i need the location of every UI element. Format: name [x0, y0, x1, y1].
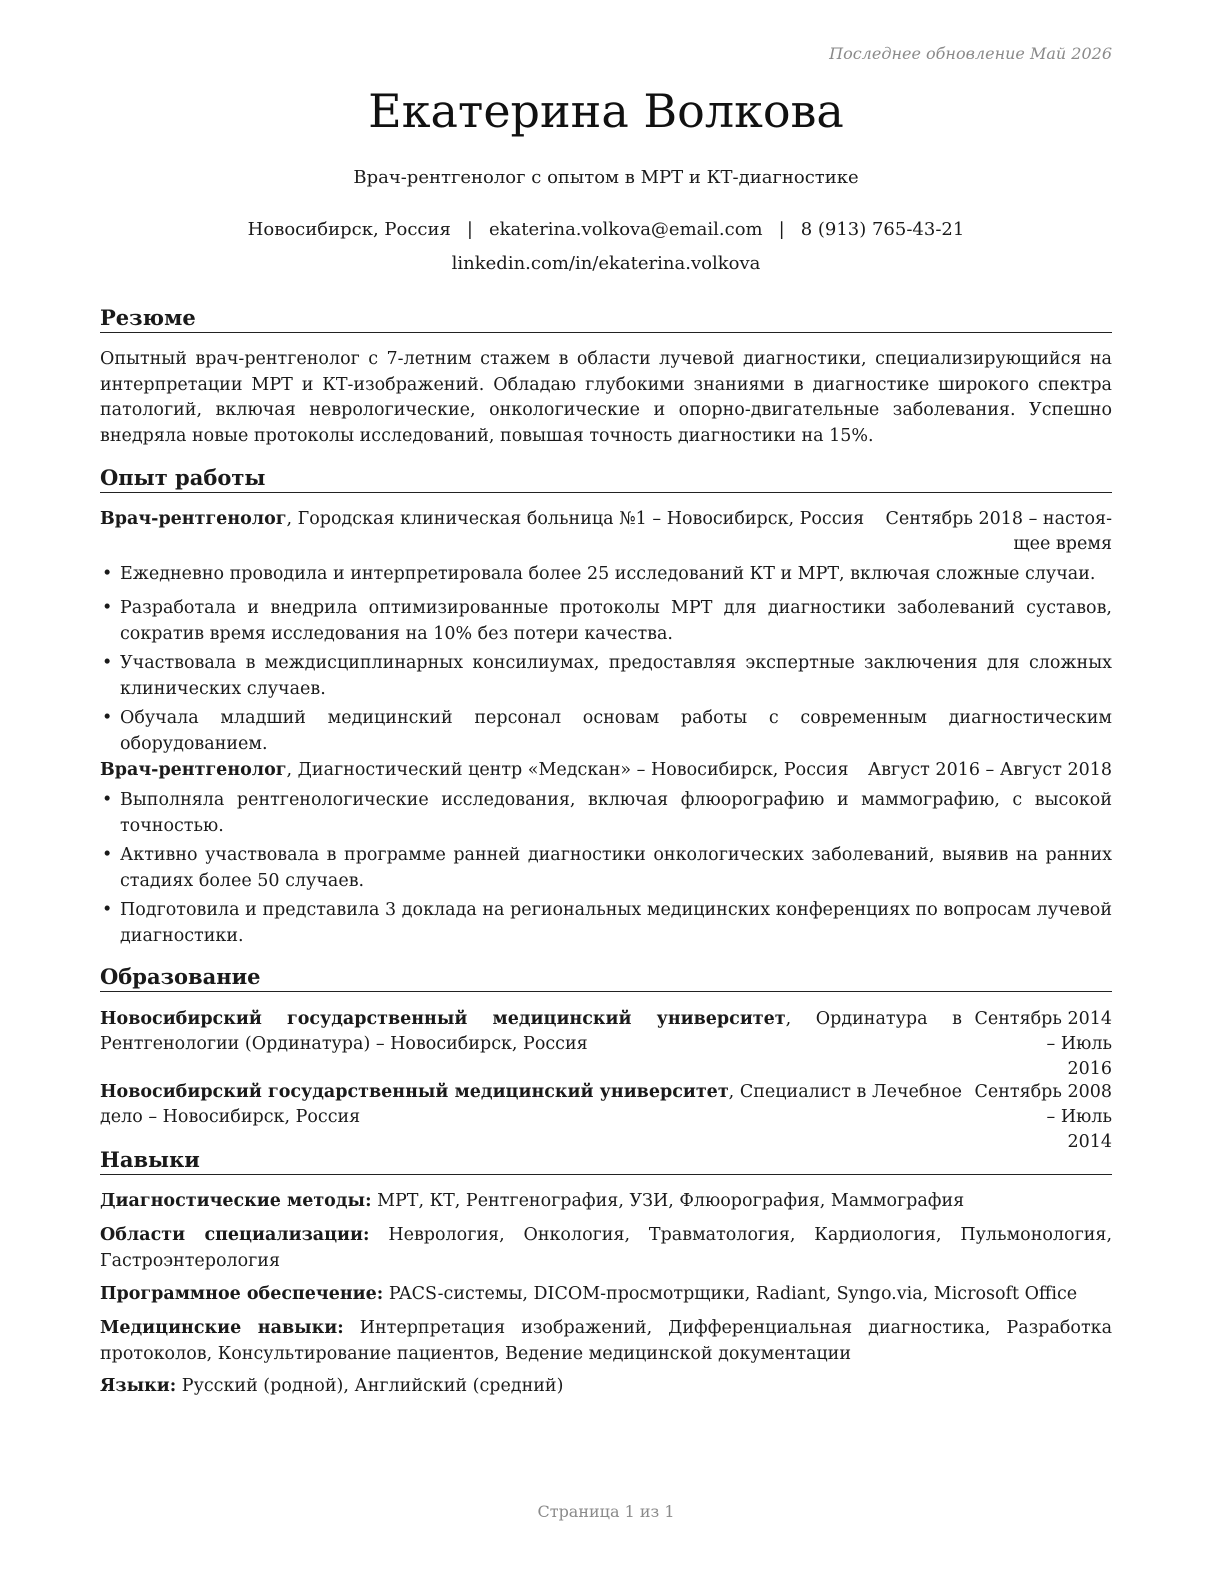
skill-label: Языки: [100, 1376, 177, 1396]
job-dates-line: щее время [1013, 534, 1112, 554]
skill-value: Неврология, Онкология, Травматология, Кардиология, Пульмонология, Гастроэнтерология [100, 1225, 1113, 1271]
section-title-experience: Опыт работы [100, 465, 1112, 493]
phone: 8 (913) 765-43-21 [800, 219, 965, 240]
skill-label: Области специализации: [100, 1225, 370, 1245]
section-title-summary: Резюме [100, 305, 1112, 333]
last-updated: Последнее обновление Май 2026 [829, 44, 1112, 63]
education-details [100, 1080, 962, 1130]
list-item [100, 788, 1112, 839]
list-item-text: Активно участвовала в программе ранней диагностики онкологических заболеваний, выявив на ранних стадиях более 50 случаев. [120, 845, 1112, 891]
list-item-text: Разработала и внедрила оптимизированные протоколы МРТ для диагностики заболеваний суставов, сократив время исследования на 10% без потери качества. [120, 598, 1112, 644]
linkedin-link[interactable]: linkedin.com/in/ekaterina.volkova [451, 253, 761, 274]
job-dates-line: Сентябрь 2018 – настоя- [885, 509, 1112, 529]
job-org: , Диагностический центр «Медскан» – Новосибирск, Россия [286, 760, 849, 780]
list-item-text: Участвовала в междисциплинарных консилиумах, предоставляя экспертные заключения для сложных клинических случаев. [120, 653, 1112, 699]
job-dates-line: Август 2016 – Август 2018 [867, 760, 1112, 780]
skill-row [100, 1223, 1112, 1274]
skill-label: Медицинские навыки: [100, 1318, 344, 1338]
skill-value: Русский (родной), Английский (средний) [176, 1376, 564, 1396]
bullet-icon: • [102, 598, 113, 618]
job-dates [868, 758, 1112, 783]
person-name: Екатерина Волкова [368, 84, 844, 138]
bullet-icon: • [102, 564, 113, 584]
page-number: Страница 1 из 1 [537, 1502, 675, 1521]
list-item-text: Ежедневно проводила и интерпретировала более 25 исследований КТ и МРТ, включая сложные случаи. [120, 564, 1096, 584]
education-dates-line: 2016 [1067, 1059, 1112, 1079]
separator: | [466, 219, 473, 240]
section-title-skills: Навыки [100, 1147, 1112, 1175]
list-item [100, 562, 1112, 588]
job-role: Врач-рентгенолог [100, 760, 287, 780]
skill-label: Диагностические методы: [100, 1191, 372, 1211]
job-header [100, 507, 1112, 557]
section-title-education: Образование [100, 964, 1112, 992]
education-details [100, 1007, 962, 1057]
education-dates-line: Сентябрь 2014 – Июль [974, 1009, 1112, 1054]
job-org: , Городская клиническая больница №1 – Новосибирск, Россия [286, 509, 865, 529]
skill-value: PACS-системы, DICOM-просмотрщики, Radiant, Syngo.via, Microsoft Office [383, 1284, 1078, 1304]
job-role: Врач-рентгенолог [100, 509, 287, 529]
list-item [100, 898, 1112, 949]
skill-value: МРТ, КТ, Рентгенография, УЗИ, Флюорография, Маммография [371, 1191, 965, 1211]
bullet-icon: • [102, 708, 113, 728]
bullet-icon: • [102, 653, 113, 673]
degree: , Ординатура в Рентгенологии (Ординатура) – Новосибирск, Россия [100, 1009, 962, 1054]
list-item [100, 706, 1112, 757]
job-header [100, 758, 1112, 783]
school-name: Новосибирский государственный медицинский университет [100, 1082, 729, 1102]
school-name: Новосибирский государственный медицинский университет [100, 1009, 786, 1029]
education-dates [962, 1080, 1112, 1155]
location: Новосибирск, Россия [247, 219, 451, 240]
email-link[interactable]: ekaterina.volkova@email.com [488, 219, 763, 240]
bullet-icon: • [102, 845, 113, 865]
bullet-icon: • [102, 900, 113, 920]
skill-row [100, 1282, 1112, 1308]
headline: Врач-рентгенолог с опытом в МРТ и КТ-диагностике [353, 167, 859, 188]
education-dates-line: Сентябрь 2008 – Июль [974, 1082, 1112, 1127]
separator: | [778, 219, 785, 240]
list-item [100, 651, 1112, 702]
skill-row [100, 1189, 1112, 1215]
job-dates [886, 507, 1112, 557]
education-dates-line: 2014 [1067, 1132, 1112, 1152]
education-item [100, 1007, 1112, 1079]
list-item [100, 596, 1112, 647]
education-dates [962, 1007, 1112, 1082]
list-item-text: Подготовила и представила 3 доклада на региональных медицинских конференциях по вопросам лучевой диагностики. [120, 900, 1112, 946]
summary-text: Опытный врач-рентгенолог с 7-летним стажем в области лучевой диагностики, специализирующийся на интерпретации МРТ и КТ-изображений. Обладаю глубокими знаниями в диагностике широкого спектра патологий, включая неврологические, онкологические и опорно-двигательные заболевания. Успешно внедряла новые протоколы исследований, повышая точность диагностики на 15%. [100, 349, 1112, 446]
list-item [100, 843, 1112, 894]
degree: , Специалист в Лечебное дело – Новосибирск, Россия [100, 1082, 962, 1127]
resume-page [100, 0, 1112, 1584]
skill-row [100, 1316, 1112, 1367]
education-item [100, 1080, 1112, 1152]
job-title [100, 507, 864, 532]
list-item-text: Обучала младший медицинский персонал основам работы с современным диагностическим оборудованием. [120, 708, 1112, 754]
job-title [100, 758, 849, 783]
bullet-icon: • [102, 790, 113, 810]
skill-value: Интерпретация изображений, Дифференциальная диагностика, Разработка протоколов, Консультирование пациентов, Ведение медицинской документации [100, 1318, 1113, 1364]
skill-label: Программное обеспечение: [100, 1284, 384, 1304]
contact-line [100, 219, 1112, 240]
skill-row [100, 1374, 1112, 1400]
list-item-text: Выполняла рентгенологические исследования, включая флюорографию и маммографию, с высокой точностью. [120, 790, 1112, 836]
